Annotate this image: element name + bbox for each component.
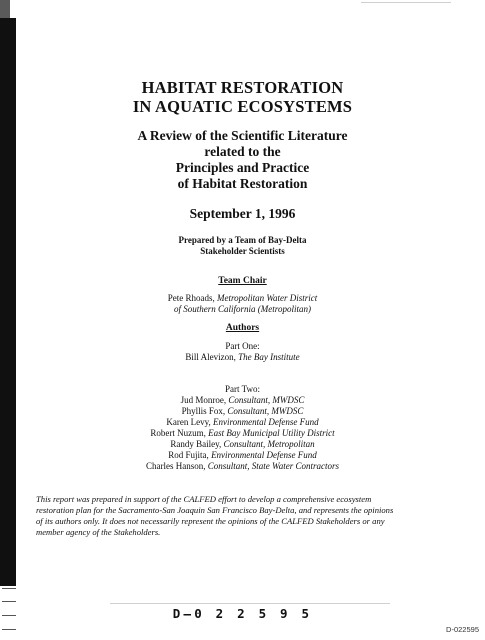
prepared-by-line-1: Prepared by a Team of Bay-Delta <box>178 235 307 245</box>
part-two-author: Randy Bailey, Consultant, Metropolitan <box>170 439 315 449</box>
part-two-author: Robert Nuzum, East Bay Municipal Utility District <box>150 428 335 438</box>
subtitle-line-4: of Habitat Restoration <box>177 176 308 191</box>
scan-edge-top <box>0 0 10 18</box>
part-two-author: Phyllis Fox, Consultant, MWDSC <box>181 406 304 416</box>
authors-heading: Authors <box>225 323 260 333</box>
part-one-author: Bill Alevizon, The Bay Institute <box>185 352 300 362</box>
document-number: D—0 2 2 5 9 5 <box>172 606 313 621</box>
part-two-author: Jud Monroe, Consultant, MWDSC <box>180 395 305 405</box>
part-two-author: Karen Levy, Environmental Defense Fund <box>166 417 319 427</box>
team-chair-line-2: of Southern California (Metropolitan) <box>174 304 311 314</box>
disclaimer-line-3: of its authors only. It does not necessarily represent the opinions of the CALFED Stakeholders or any <box>36 516 385 526</box>
team-chair-heading: Team Chair <box>218 276 267 286</box>
title-line-1: HABITAT RESTORATION <box>141 78 344 97</box>
subtitle-line-3: Principles and Practice <box>175 160 310 175</box>
prepared-by-line-2: Stakeholder Scientists <box>200 246 285 256</box>
corner-stamp: D-022595 <box>446 625 479 634</box>
title-line-2: IN AQUATIC ECOSYSTEMS <box>132 97 353 116</box>
part-two-author: Charles Hanson, Consultant, State Water Contractors <box>146 461 339 471</box>
doc-number-rule <box>110 603 390 604</box>
subtitle-line-2: related to the <box>204 144 281 159</box>
team-chair-line-1: Pete Rhoads, Metropolitan Water District <box>167 293 318 303</box>
disclaimer-line-2: restoration plan for the Sacramento-San Joaquin San Francisco Bay-Delta, and represents the opinions <box>36 505 394 515</box>
disclaimer-line-4: member agency of the Stakeholders. <box>36 527 161 537</box>
subtitle-line-1: A Review of the Scientific Literature <box>137 128 348 143</box>
part-two-label: Part Two: <box>225 384 260 394</box>
report-date: September 1, 1996 <box>189 206 296 221</box>
scan-mark <box>361 2 451 3</box>
part-one-label: Part One: <box>225 341 260 351</box>
part-two-author: Rod Fujita, Environmental Defense Fund <box>168 450 317 460</box>
disclaimer-line-1: This report was prepared in support of the CALFED effort to develop a comprehensive ecosystem <box>36 494 372 504</box>
